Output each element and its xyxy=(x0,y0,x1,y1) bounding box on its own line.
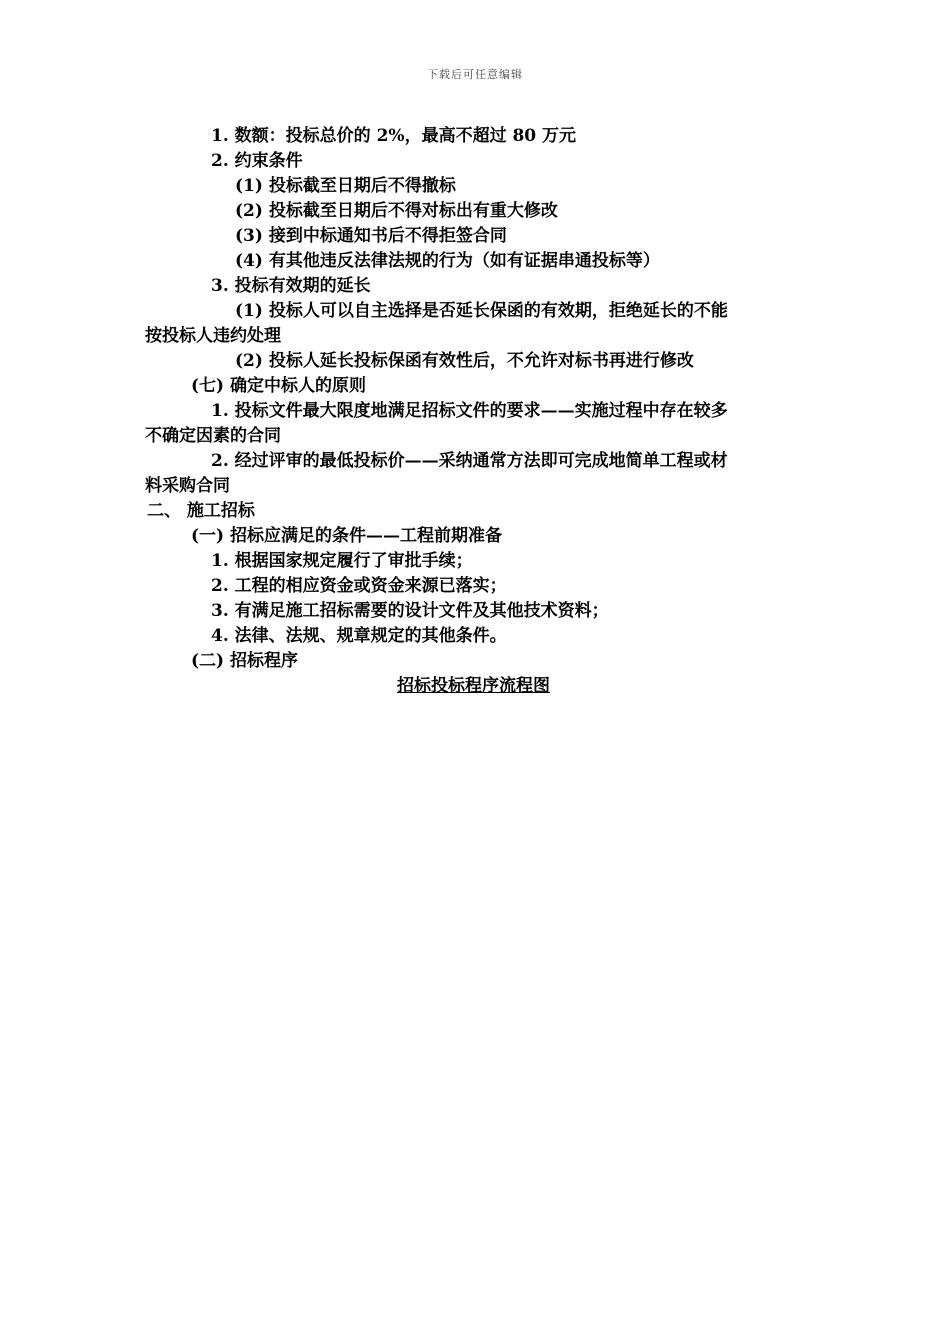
list-item: (3) 接到中标通知书后不得拒签合同 xyxy=(235,226,507,246)
wrapped-paragraph xyxy=(145,299,810,349)
flowchart-title: 招标投标程序流程图 xyxy=(397,676,550,696)
list-item: (2) 投标截至日期后不得对标出有重大修改 xyxy=(235,201,558,221)
wrapped-paragraph xyxy=(145,399,810,449)
list-item: 1. 数额：投标总价的 2%，最高不超过 80 万元 xyxy=(211,126,577,146)
list-item: 4. 法律、法规、规章规定的其他条件。 xyxy=(211,626,507,646)
paragraph-first-line: 2. 经过评审的最低投标价——采纳通常方法即可完成地简单工程或材 xyxy=(211,451,728,471)
paragraph-first-line: (1) 投标人可以自主选择是否延长保函的有效期，拒绝延长的不能 xyxy=(235,301,728,321)
wrapped-paragraph xyxy=(145,449,810,499)
list-item: (2) 投标人延长投标保函有效性后，不允许对标书再进行修改 xyxy=(235,351,694,371)
list-item: (1) 投标截至日期后不得撤标 xyxy=(235,176,456,196)
paragraph-continuation: 不确定因素的合同 xyxy=(145,426,281,446)
section-heading: (七) 确定中标人的原则 xyxy=(191,376,367,396)
paragraph-first-line: 1. 投标文件最大限度地满足招标文件的要求——实施过程中存在较多 xyxy=(211,401,728,421)
list-item: (4) 有其他违反法律法规的行为（如有证据串通投标等） xyxy=(235,251,660,271)
section-heading: (一) 招标应满足的条件——工程前期准备 xyxy=(191,526,503,546)
chapter-heading: 二、 施工招标 xyxy=(147,501,255,521)
document-body xyxy=(145,124,810,699)
paragraph-continuation: 料采购合同 xyxy=(145,476,230,496)
list-item: 1. 根据国家规定履行了审批手续； xyxy=(211,551,473,571)
list-item: 2. 约束条件 xyxy=(211,151,303,171)
list-item: 3. 投标有效期的延长 xyxy=(211,276,371,296)
paragraph-continuation: 按投标人违约处理 xyxy=(145,326,281,346)
list-item: 2. 工程的相应资金或资金来源已落实； xyxy=(211,576,507,596)
list-item: 3. 有满足施工招标需要的设计文件及其他技术资料； xyxy=(211,601,609,621)
header-note: 下载后可任意编辑 xyxy=(427,68,523,81)
section-heading: (二) 招标程序 xyxy=(191,651,299,671)
